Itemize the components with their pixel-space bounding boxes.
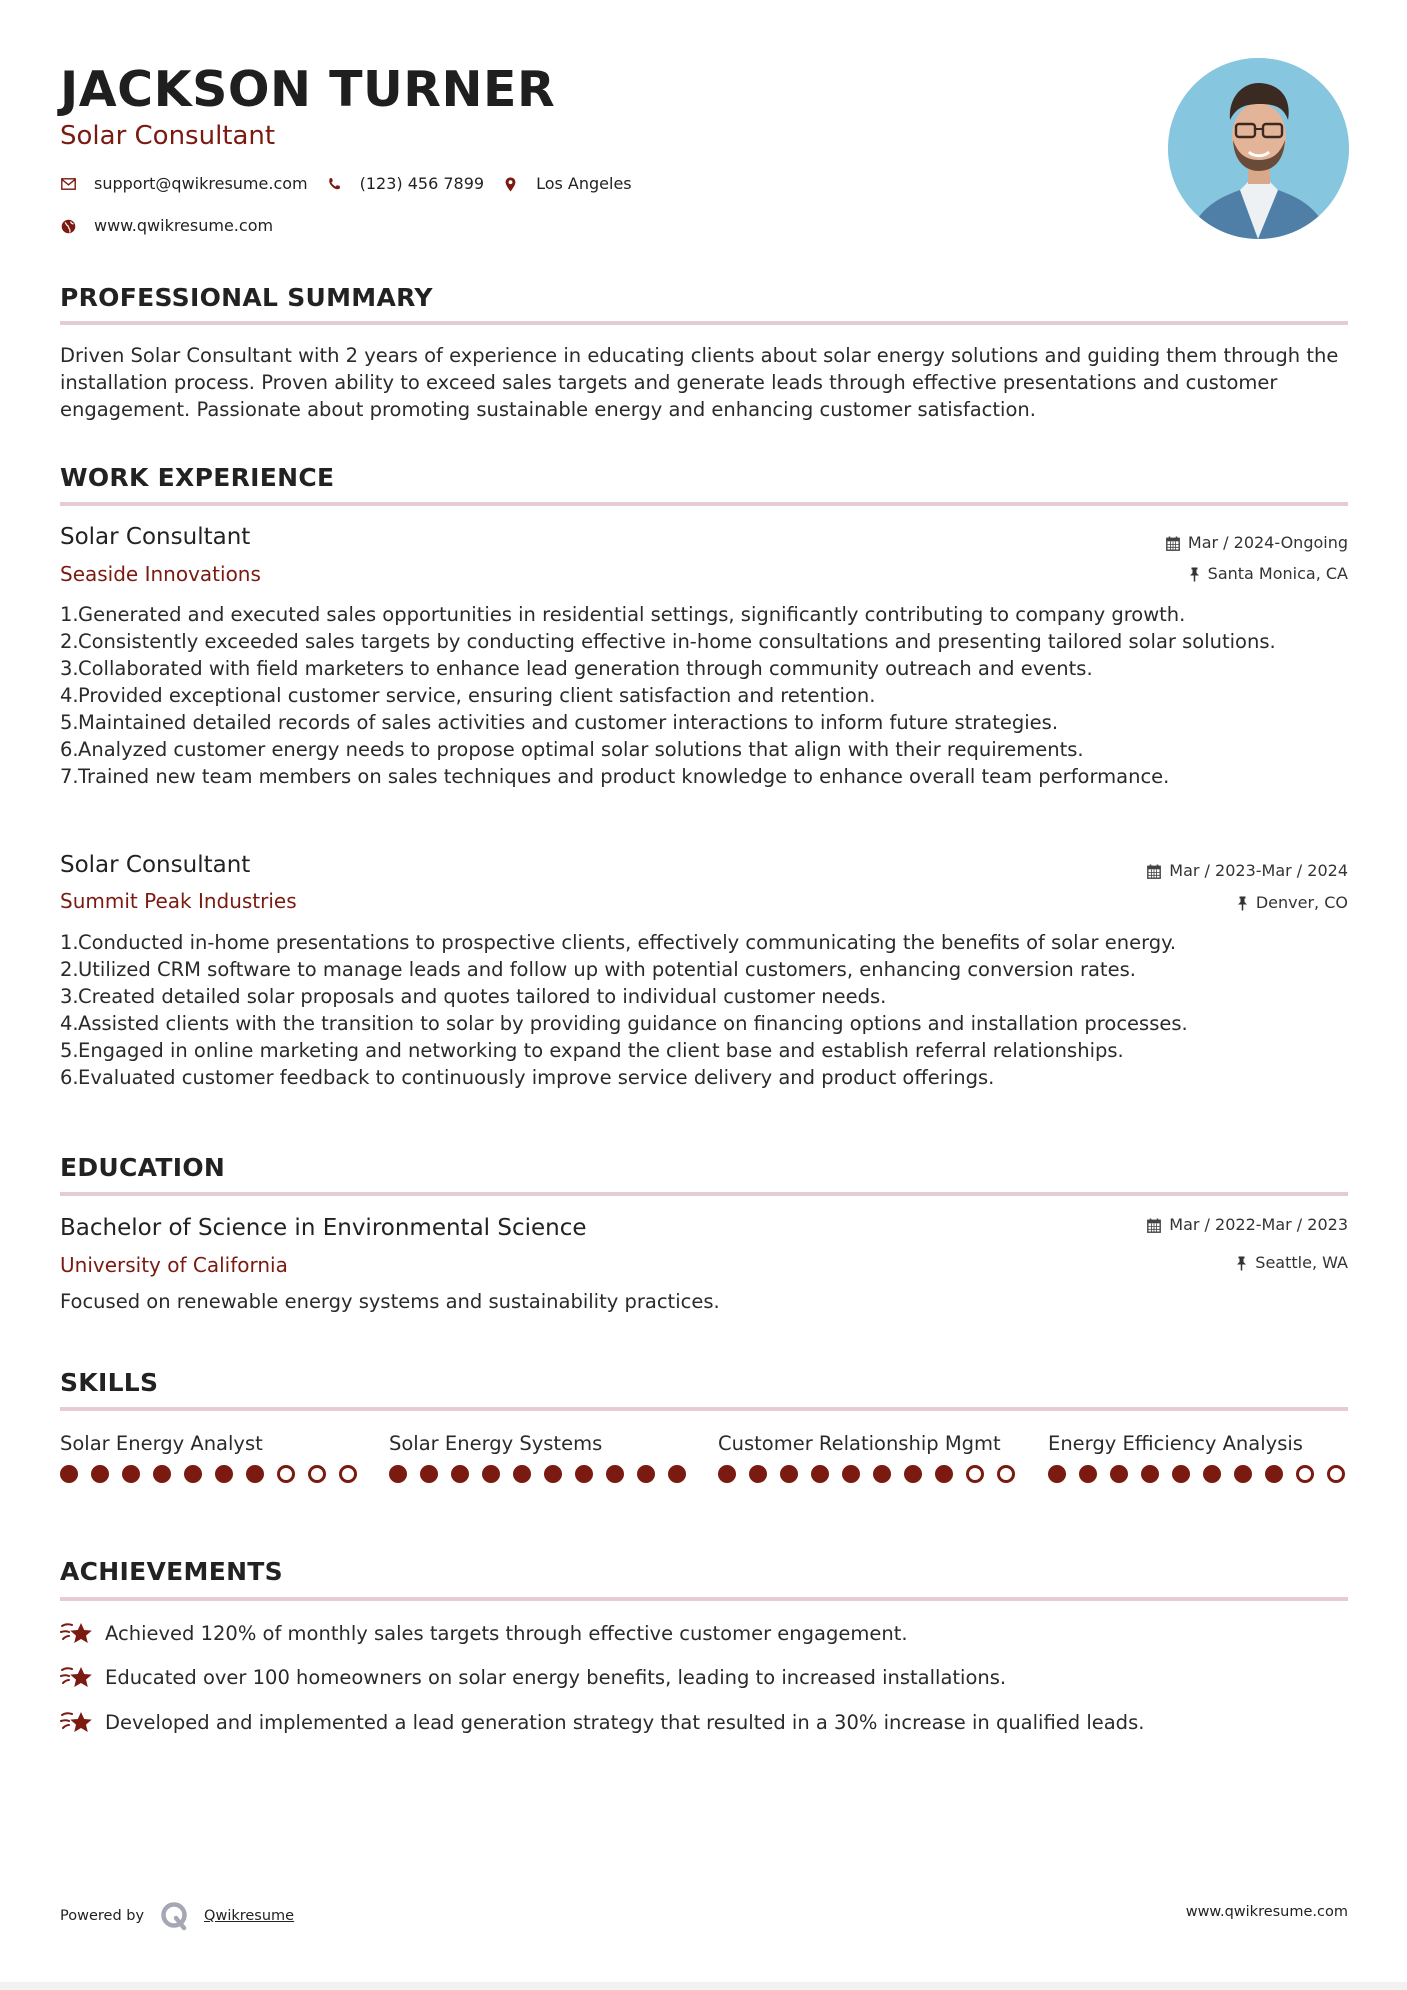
- profile-photo: [1168, 58, 1349, 239]
- pushpin-icon: [1237, 896, 1248, 911]
- rating-dot-filled: [780, 1465, 798, 1483]
- rating-dot-empty: [339, 1465, 357, 1483]
- rating-dot-filled: [215, 1465, 233, 1483]
- section-heading-skills: SKILLS: [60, 1368, 159, 1397]
- job-company: Seaside Innovations: [60, 562, 261, 586]
- rating-dot-filled: [935, 1465, 953, 1483]
- rating-dot-filled: [842, 1465, 860, 1483]
- rating-dot-filled: [544, 1465, 562, 1483]
- section-divider: [60, 1407, 1348, 1411]
- skill-label: Customer Relationship Mgmt: [718, 1432, 1001, 1455]
- rating-dot-filled: [389, 1465, 407, 1483]
- job-dates: Mar / 2024-Ongoing: [1166, 532, 1348, 554]
- rating-dot-empty: [308, 1465, 326, 1483]
- section-divider: [60, 502, 1348, 506]
- list-item: 3. Collaborated with field marketers to enhance lead generation through community outreach and events.: [60, 657, 1093, 680]
- skill-rating: [1048, 1465, 1348, 1483]
- section-divider: [60, 1192, 1348, 1196]
- education-description: Focused on renewable energy systems and sustainability practices.: [60, 1290, 720, 1313]
- footer-powered-by: Powered by Qwikresume: [60, 1901, 294, 1931]
- education-degree: Bachelor of Science in Environmental Science: [60, 1215, 587, 1241]
- rating-dot-filled: [718, 1465, 736, 1483]
- contact-website[interactable]: www.qwikresume.com: [94, 216, 274, 235]
- job-dates: Mar / 2023-Mar / 2024: [1147, 860, 1348, 882]
- job-bullets: [60, 601, 1350, 790]
- list-item: 4. Assisted clients with the transition to solar by providing guidance on financing options and installation processes.: [60, 1012, 1188, 1035]
- job-location: Denver, CO: [1237, 892, 1348, 914]
- section-heading-experience: WORK EXPERIENCE: [60, 463, 335, 492]
- list-item: 1. Conducted in-home presentations to prospective clients, effectively communicating the benefits of solar energy.: [60, 931, 1177, 954]
- calendar-icon: [1166, 536, 1180, 551]
- skill-label: Solar Energy Analyst: [60, 1432, 263, 1455]
- list-item: 6. Evaluated customer feedback to continuously improve service delivery and product offerings.: [60, 1066, 995, 1089]
- rating-dot-filled: [246, 1465, 264, 1483]
- rating-dot-filled: [637, 1465, 655, 1483]
- rating-dot-filled: [122, 1465, 140, 1483]
- candidate-title: Solar Consultant: [60, 121, 276, 151]
- rating-dot-filled: [1141, 1465, 1159, 1483]
- calendar-icon: [1147, 1218, 1161, 1233]
- job-location: Santa Monica, CA: [1189, 563, 1348, 585]
- shooting-star-icon: [60, 1710, 94, 1736]
- map-pin-icon: [502, 176, 518, 192]
- education-location: Seattle, WA: [1236, 1252, 1348, 1274]
- rating-dot-filled: [1265, 1465, 1283, 1483]
- rating-dot-empty: [1296, 1465, 1314, 1483]
- rating-dot-filled: [1172, 1465, 1190, 1483]
- page-bottom-edge: [0, 1982, 1407, 1990]
- rating-dot-filled: [1048, 1465, 1066, 1483]
- rating-dot-empty: [997, 1465, 1015, 1483]
- section-divider: [60, 321, 1348, 325]
- calendar-icon: [1147, 864, 1161, 879]
- list-item: 6. Analyzed customer energy needs to propose optimal solar solutions that align with their requirements.: [60, 738, 1084, 761]
- rating-dot-filled: [668, 1465, 686, 1483]
- list-item: 2. Utilized CRM software to manage leads and follow up with potential customers, enhancing conversion rates.: [60, 958, 1136, 981]
- contact-email[interactable]: support@qwikresume.com: [94, 174, 308, 193]
- achievement-item: Developed and implemented a lead generation strategy that resulted in a 30% increase in qualified leads.: [60, 1709, 1144, 1736]
- phone-icon: [326, 176, 342, 192]
- skill-label: Energy Efficiency Analysis: [1048, 1432, 1303, 1455]
- rating-dot-filled: [513, 1465, 531, 1483]
- section-heading-education: EDUCATION: [60, 1153, 226, 1182]
- section-heading-summary: PROFESSIONAL SUMMARY: [60, 283, 433, 312]
- job-role: Solar Consultant: [60, 852, 251, 878]
- contact-phone[interactable]: (123) 456 7899: [359, 174, 485, 193]
- section-divider: [60, 1597, 1348, 1601]
- skill-item: [718, 1430, 1018, 1483]
- rating-dot-empty: [277, 1465, 295, 1483]
- rating-dot-filled: [184, 1465, 202, 1483]
- rating-dot-filled: [482, 1465, 500, 1483]
- list-item: 1. Generated and executed sales opportunities in residential settings, significantly contributing to company growth.: [60, 603, 1186, 626]
- rating-dot-filled: [811, 1465, 829, 1483]
- qwikresume-link[interactable]: Qwikresume: [204, 1908, 295, 1924]
- achievement-item: Achieved 120% of monthly sales targets through effective customer engagement.: [60, 1620, 908, 1647]
- job-company: Summit Peak Industries: [60, 889, 297, 913]
- globe-icon: [60, 218, 76, 234]
- achievement-item: Educated over 100 homeowners on solar energy benefits, leading to increased installations.: [60, 1664, 1006, 1691]
- skill-item: [1048, 1430, 1348, 1483]
- section-heading-achievements: ACHIEVEMENTS: [60, 1557, 283, 1586]
- rating-dot-filled: [575, 1465, 593, 1483]
- list-item: 2. Consistently exceeded sales targets by conducting effective in-home consultations and presenting tailored solar solutions.: [60, 630, 1276, 653]
- rating-dot-filled: [904, 1465, 922, 1483]
- pushpin-icon: [1189, 567, 1200, 582]
- rating-dot-empty: [1327, 1465, 1345, 1483]
- education-dates: Mar / 2022-Mar / 2023: [1147, 1214, 1348, 1236]
- footer-website[interactable]: www.qwikresume.com: [1185, 1904, 1348, 1920]
- envelope-icon: [60, 176, 76, 192]
- rating-dot-filled: [153, 1465, 171, 1483]
- list-item: 5. Maintained detailed records of sales activities and customer interactions to inform future strategies.: [60, 711, 1059, 734]
- contact-location: Los Angeles: [536, 174, 632, 193]
- list-item: 4. Provided exceptional customer service, ensuring client satisfaction and retention.: [60, 684, 876, 707]
- rating-dot-filled: [91, 1465, 109, 1483]
- skill-item: [60, 1430, 360, 1483]
- education-school: University of California: [60, 1253, 288, 1277]
- qwikresume-logo-icon: [160, 1901, 190, 1931]
- pushpin-icon: [1236, 1256, 1247, 1271]
- skill-item: [389, 1430, 689, 1483]
- list-item: 3. Created detailed solar proposals and quotes tailored to individual customer needs.: [60, 985, 887, 1008]
- shooting-star-icon: [60, 1665, 94, 1691]
- skill-rating: [718, 1465, 1018, 1483]
- skill-rating: [60, 1465, 360, 1483]
- rating-dot-filled: [1203, 1465, 1221, 1483]
- job-bullets: [60, 929, 1350, 1091]
- rating-dot-filled: [606, 1465, 624, 1483]
- rating-dot-filled: [1079, 1465, 1097, 1483]
- rating-dot-empty: [966, 1465, 984, 1483]
- list-item: 5. Engaged in online marketing and networking to expand the client base and establish referral relationships.: [60, 1039, 1124, 1062]
- shooting-star-icon: [60, 1621, 94, 1647]
- job-role: Solar Consultant: [60, 524, 251, 550]
- candidate-name: JACKSON TURNER: [60, 61, 556, 118]
- rating-dot-filled: [60, 1465, 78, 1483]
- rating-dot-filled: [873, 1465, 891, 1483]
- rating-dot-filled: [1234, 1465, 1252, 1483]
- website-row: [60, 215, 291, 237]
- skill-rating: [389, 1465, 689, 1483]
- rating-dot-filled: [451, 1465, 469, 1483]
- rating-dot-filled: [420, 1465, 438, 1483]
- skill-label: Solar Energy Systems: [389, 1432, 603, 1455]
- rating-dot-filled: [1110, 1465, 1128, 1483]
- summary-text: Driven Solar Consultant with 2 years of experience in educating clients about solar energy solutions and guiding them through the installation process. Proven ability to exceed sales targets and generate leads through effective presentations and customer engagement. Passionate about promoting sustainable energy and enhancing customer satisfaction.: [60, 344, 1339, 421]
- list-item: 7. Trained new team members on sales techniques and product knowledge to enhance overall team performance.: [60, 765, 1170, 788]
- contact-row: [60, 173, 650, 195]
- rating-dot-filled: [749, 1465, 767, 1483]
